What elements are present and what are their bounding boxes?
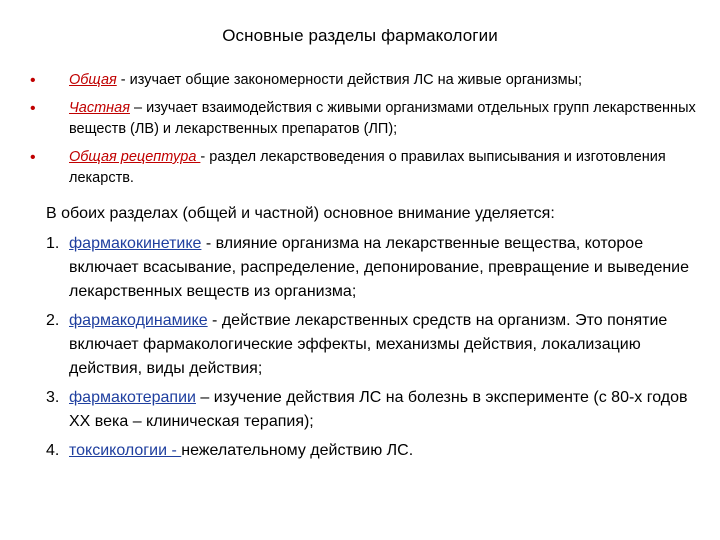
item-term-link[interactable]: фармакодинамике xyxy=(69,312,208,329)
item-number: 1. xyxy=(46,235,60,252)
bullet-text: – изучает взаимодействия с живыми организмами отдельных групп лекарственных веществ (ЛВ) и лекарственных препаратов (ЛП); xyxy=(69,100,696,137)
item-text: - действие лекарственных средств на организм. Это понятие включает фармакологические эффекты, механизмы действия, локализацию действия, виды действия; xyxy=(69,312,668,377)
bullet-term: Частная xyxy=(69,100,130,116)
item-term-link[interactable]: фармакокинетике xyxy=(69,235,202,252)
item-number: 2. xyxy=(46,312,60,329)
item-text: нежелательному действию ЛС. xyxy=(181,442,414,459)
item-number: 4. xyxy=(46,442,60,459)
bullet-item-general xyxy=(30,70,710,91)
bullet-dot-icon: • xyxy=(30,72,36,89)
slide-title: Основные разделы фармакологии xyxy=(222,26,498,45)
list-item-pharmacodynamics xyxy=(46,309,706,381)
bullet-text: - раздел лекарствоведения о правилах выписывания и изготовления лекарств. xyxy=(69,149,666,186)
item-term-link[interactable]: токсикологии - xyxy=(69,442,182,459)
bullet-text: - изучает общие закономерности действия ЛС на живые организмы; xyxy=(116,72,583,88)
intro-text: В обоих разделах (общей и частной) основное внимание уделяется: xyxy=(46,205,555,222)
bullet-dot-icon: • xyxy=(30,100,36,117)
list-item-toxicology xyxy=(46,439,706,463)
bullet-dot-icon: • xyxy=(30,149,36,166)
item-term-link[interactable]: фармакотерапии xyxy=(69,389,196,406)
item-number: 3. xyxy=(46,389,60,406)
numbered-list xyxy=(46,232,706,468)
bullet-list xyxy=(30,70,710,196)
bullet-item-prescription xyxy=(30,147,710,189)
list-item-pharmacotherapy xyxy=(46,386,706,434)
bullet-item-private xyxy=(30,98,710,140)
bullet-term: Общая рецептура xyxy=(69,149,201,165)
bullet-term: Общая xyxy=(69,72,117,88)
list-item-pharmacokinetics xyxy=(46,232,706,304)
item-text: - влияние организма на лекарственные вещества, которое включает всасывание, распределение, депонирование, превращение и выведение лекарственных веществ из организма; xyxy=(69,235,690,300)
item-text: – изучение действия ЛС на болезнь в эксперименте (с 80-х годов XX века – клиническая терапия); xyxy=(69,389,688,430)
